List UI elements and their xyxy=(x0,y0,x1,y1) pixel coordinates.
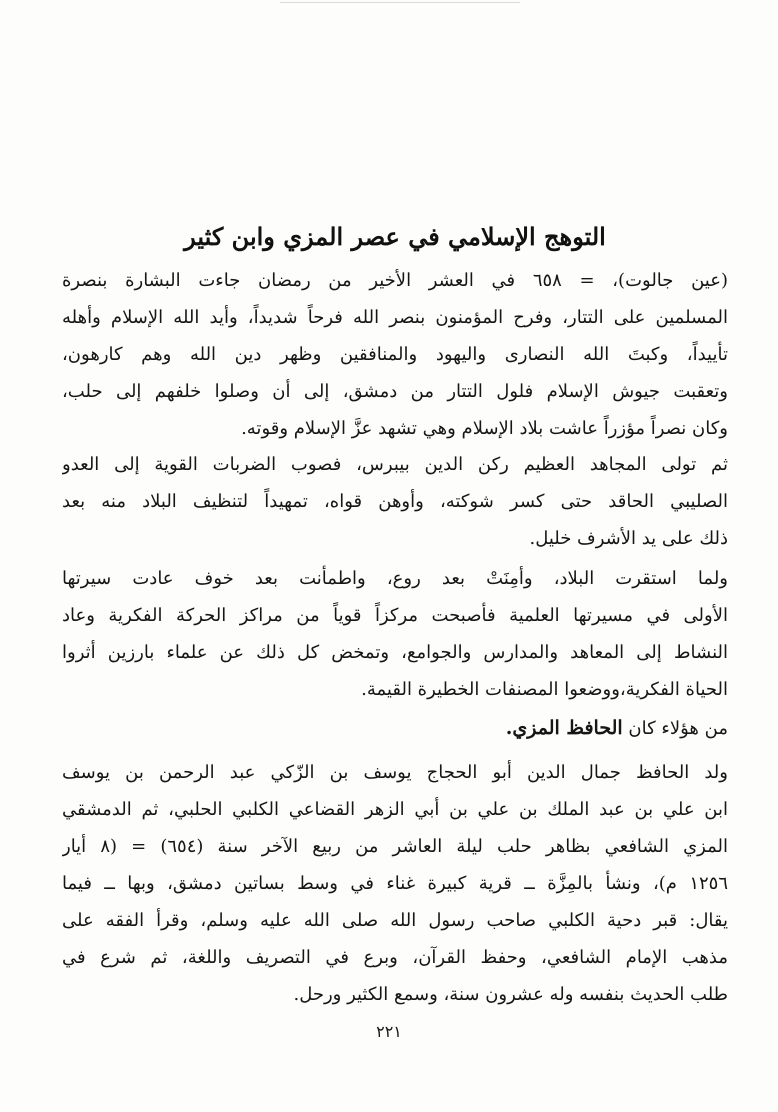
text-line: ابن علي بن عبد الملك بن علي بن أبي الزهر القضاعي الكلبي الحلبي، ثم الدمشقي xyxy=(62,799,728,820)
text-line: المزي الشافعي بظاهر حلب ليلة العاشر من ربيع الآخر سنة (٦٥٤) = (٨ أيار xyxy=(62,836,728,857)
text-line: طلب الحديث بنفسه وله عشرون سنة، وسمع الكثير ورحل. xyxy=(293,984,728,1005)
text-line: الحياة الفكرية،ووضعوا المصنفات الخطيرة القيمة. xyxy=(361,679,728,700)
text-line xyxy=(62,710,728,747)
text-line: تأييداً، وكبتَ الله النصارى واليهود والمنافقين وظهر دين الله وهم كارهون، xyxy=(62,344,728,365)
subject-name: الحافظ المزي. xyxy=(505,717,623,739)
text-line: (عين جالوت)، = ٦٥٨ في العشر الأخير من رمضان جاءت البشارة بنصرة xyxy=(62,270,728,291)
text-line: يقال: قبر دحية الكلبي صاحب رسول الله صلى الله عليه وسلم، وقرأ الفقه على xyxy=(62,910,728,931)
chapter-heading: التوهج الإسلامي في عصر المزي وابن كثير xyxy=(184,222,606,251)
text-line: ثم تولى المجاهد العظيم ركن الدين بيبرس، فصوب الضربات القوية إلى العدو xyxy=(62,454,728,475)
text-line: الأولى في مسيرتها العلمية فأصبحت مركزاً قوياً من مراكز الحركة الفكرية وعاد xyxy=(62,605,728,626)
text-line: ولما استقرت البلاد، وأمِنَتْ بعد روع، واطمأنت بعد خوف عادت سيرتها xyxy=(62,568,728,589)
text-line: ولد الحافظ جمال الدين أبو الحجاج يوسف بن الزّكي عبد الرحمن بن يوسف xyxy=(62,762,728,783)
paragraph-5 xyxy=(62,754,728,1013)
text-line: مذهب الإمام الشافعي، وحفظ القرآن، وبرع في التصريف واللغة، ثم شرع في xyxy=(62,947,728,968)
page-number: ٢٢١ xyxy=(376,1022,402,1041)
paragraph-4 xyxy=(62,710,728,747)
text-line: المسلمين على التتار، وفرح المؤمنون بنصر الله فرحاً شديداً، وأيد الله الإسلام وأهله xyxy=(62,307,728,328)
text-line: ذلك على يد الأشرف خليل. xyxy=(529,528,728,549)
text-line: ١٢٥٦ م)، ونشأ بالمِزَّة ــ قرية كبيرة غناء في وسط بساتين دمشق، وبها ــ فيما xyxy=(62,873,728,894)
text-line: النشاط إلى المعاهد والمدارس والجوامع، وتمخض كل ذلك عن علماء بارزين أثروا xyxy=(62,642,728,663)
paragraph-3 xyxy=(62,560,728,708)
intro-text: من هؤلاء كان xyxy=(628,718,728,739)
paragraph-2 xyxy=(62,446,728,557)
text-line: الصليبي الحاقد حتى كسر شوكته، وأوهن قواه، تمهيداً لتنظيف البلاد منه بعد xyxy=(62,491,728,512)
text-line: وكان نصراً مؤزراً عاشت بلاد الإسلام وهي تشهد عزَّ الإسلام وقوته. xyxy=(241,418,728,439)
top-edge-rule xyxy=(280,2,520,3)
paragraph-1 xyxy=(62,262,728,447)
text-line: وتعقبت جيوش الإسلام فلول التتار من دمشق، إلى أن وصلوا خلفهم إلى حلب، xyxy=(62,381,728,402)
